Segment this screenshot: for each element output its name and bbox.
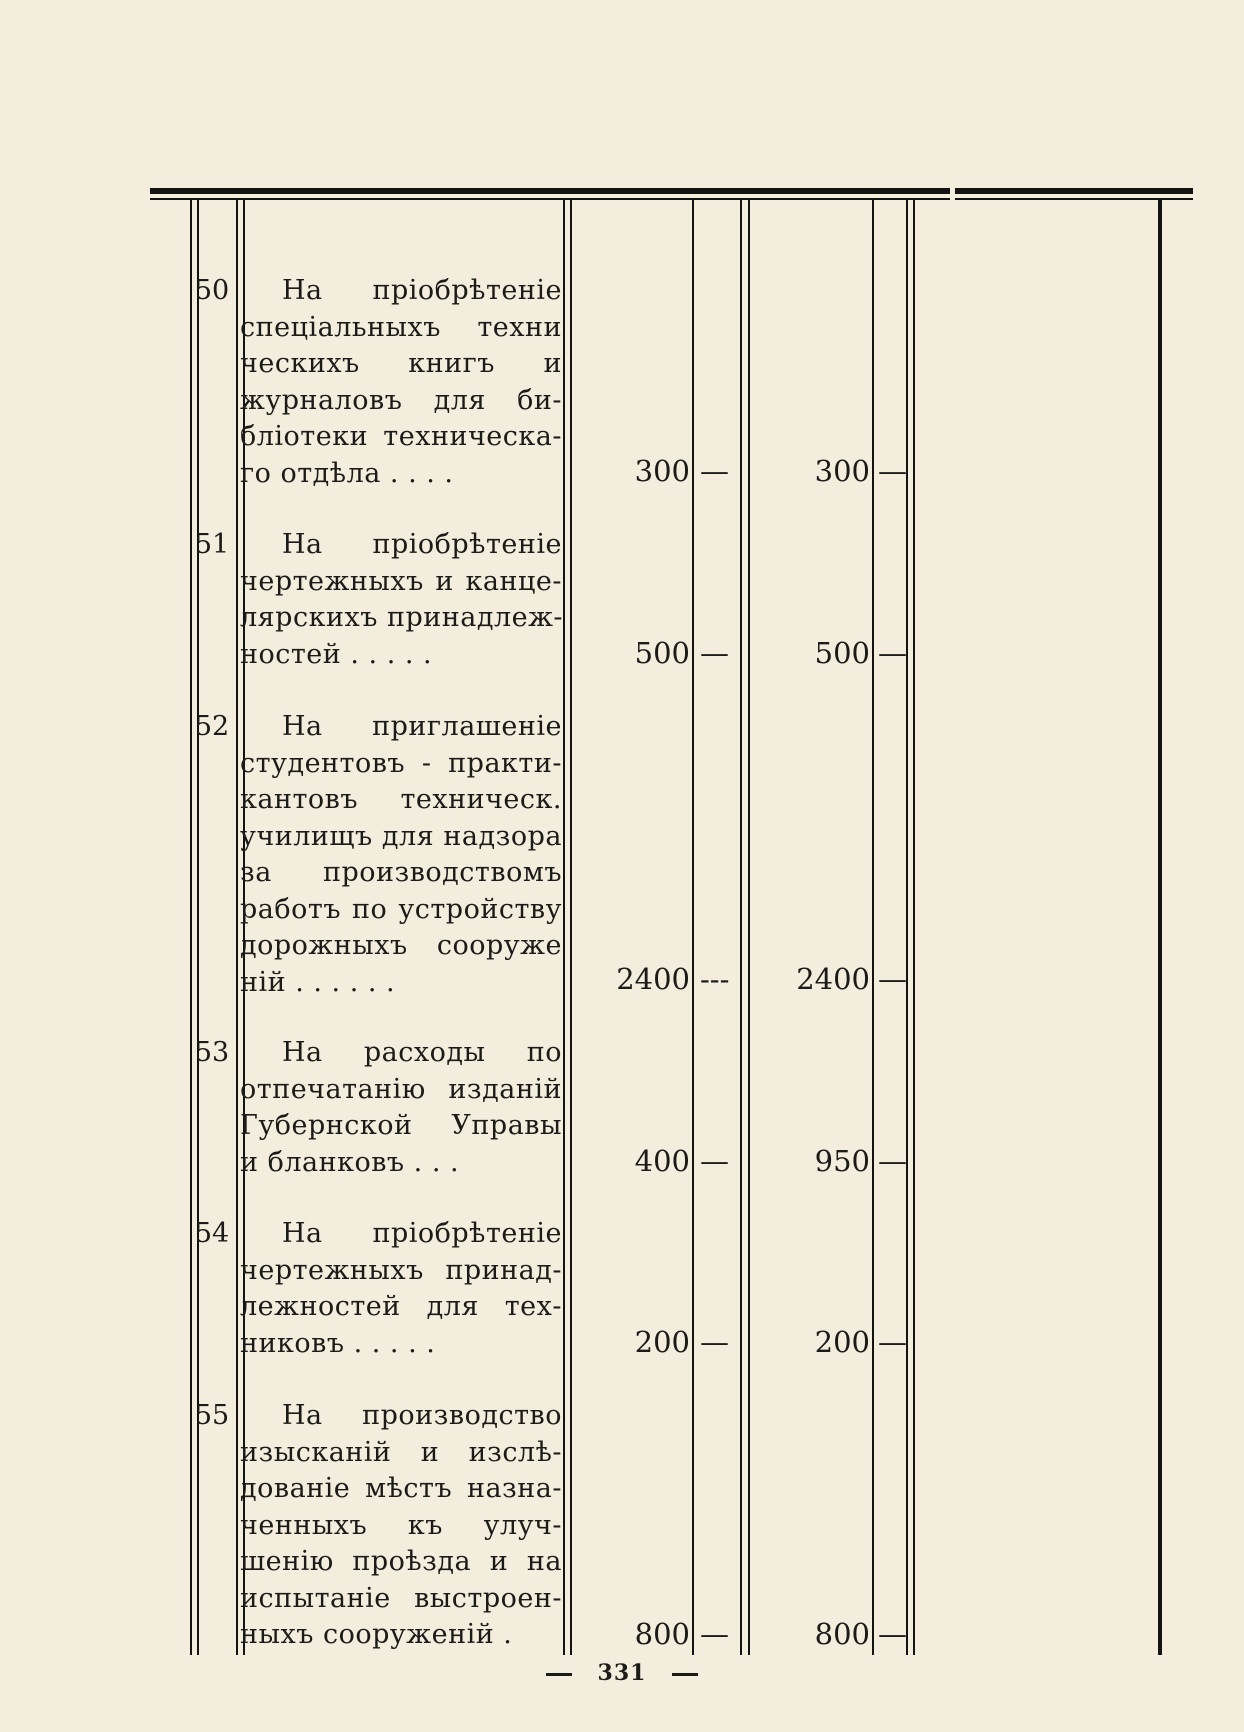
- entry-description: На расходы по отпечатанію изданій Губернской Управы и бланковъ . . .: [240, 1037, 562, 1178]
- right-border-rule: [1158, 200, 1162, 1655]
- entry-description: На пріобрѣтеніе чертежныхъ и канце- лярскихъ принадлеж- ностей . . . . .: [240, 529, 564, 670]
- entry-number: 51: [194, 529, 230, 560]
- kopecks-dash: —: [878, 1325, 907, 1359]
- entry-number: 54: [194, 1218, 230, 1249]
- column-rule: [563, 200, 565, 1655]
- estimate-amount: 200: [634, 1325, 690, 1359]
- kopecks-dash: —: [700, 454, 729, 488]
- page-footer: [0, 1660, 1244, 1686]
- kopecks-dash: —: [878, 636, 907, 670]
- approved-amount: 800: [814, 1617, 870, 1651]
- estimate-amount: 2400: [616, 962, 690, 996]
- footer-dash: [546, 1673, 572, 1676]
- column-rule: [190, 200, 192, 1655]
- estimate-amount: 500: [634, 636, 690, 670]
- top-double-rule: [150, 188, 1193, 200]
- kopecks-dash: —: [700, 636, 729, 670]
- column-rule: [740, 200, 742, 1655]
- entry-number: 55: [194, 1400, 230, 1431]
- column-rule: [197, 200, 199, 1655]
- column-rule: [692, 200, 694, 1655]
- approved-amount: 950: [814, 1144, 870, 1178]
- kopecks-dash: —: [878, 454, 907, 488]
- footer-dash: [672, 1673, 698, 1676]
- column-rule: [872, 200, 874, 1655]
- approved-amount: 200: [814, 1325, 870, 1359]
- kopecks-dash: —: [878, 962, 907, 996]
- entry-number: 50: [194, 275, 230, 306]
- entry-description: На производство изысканій и изслѣ- дованіе мѣстъ назна- ченныхъ къ улуч- шенію проѣзда и на испытаніе выстроен- ныхъ сооруженій .: [240, 1400, 562, 1650]
- entry-description: На приглашеніе студентовъ - практи- кантовъ техническ. училищъ для надзора за производствомъ работъ по устройству дорожныхъ сооруже ній . . . . . .: [240, 711, 562, 998]
- kopecks-dash: —: [878, 1144, 907, 1178]
- kopecks-dash: —: [700, 1325, 729, 1359]
- kopecks-dash: —: [700, 1144, 729, 1178]
- page-number: 331: [597, 1660, 647, 1686]
- entry-number: 53: [194, 1037, 230, 1068]
- approved-amount: 300: [814, 454, 870, 488]
- estimate-amount: 400: [634, 1144, 690, 1178]
- estimate-amount: 300: [634, 454, 690, 488]
- column-rule: [913, 200, 915, 1655]
- entry-number: 52: [194, 711, 230, 742]
- column-rule: [906, 200, 908, 1655]
- kopecks-dash: —: [700, 1617, 729, 1651]
- approved-amount: 2400: [796, 962, 870, 996]
- estimate-amount: 800: [634, 1617, 690, 1651]
- entry-description: На пріобрѣтеніе спеціальныхъ техни ческихъ книгъ и журналовъ для би- бліотеки техническа- го отдѣла . . . .: [240, 275, 562, 489]
- column-rule: [236, 200, 238, 1655]
- kopecks-dash: ---: [700, 962, 730, 996]
- entry-description: На пріобрѣтеніе чертежныхъ принад- лежностей для тех- никовъ . . . . .: [240, 1218, 562, 1359]
- column-rule: [570, 200, 572, 1655]
- column-rule: [748, 200, 750, 1655]
- approved-amount: 500: [814, 636, 870, 670]
- kopecks-dash: —: [878, 1617, 907, 1651]
